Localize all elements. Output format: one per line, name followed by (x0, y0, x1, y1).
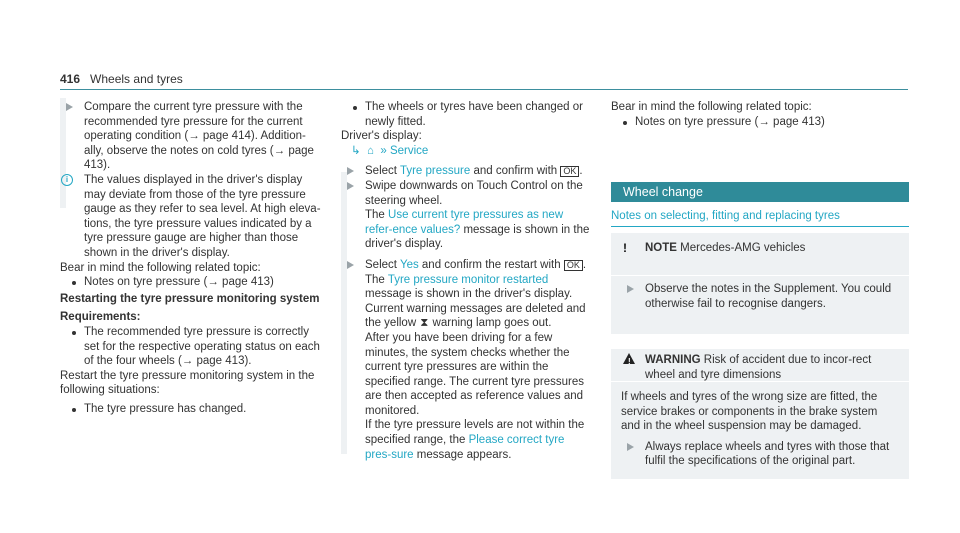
step-confirm-restart: Select Yes and confirm the restart with OK . The Tyre pressure monitor restarted message is shown in the driver's display. Current warning messages are deleted and the yellow ⧗ warning lamp goes out. After you have been driving for a few minutes, the system checks whether the current tyre pressures are within the specified range. The current tyre pressures are then accepted as reference values and monitored. If the tyre pressure levels are not within the specified range, the Please correct tyre pres-sure message appears. (341, 258, 591, 462)
message-correct-pressure: Please correct tyre pres-sure (365, 434, 565, 461)
step-text: and confirm the restart with (418, 258, 561, 271)
chevron-icon: » (380, 144, 387, 157)
note-body: Observe the notes in the Supplement. You could otherwise fail to recognise dangers. (645, 283, 892, 310)
subsection-title: Notes on selecting, fitting and replacing tyres (611, 209, 909, 227)
step-compare (60, 100, 322, 173)
step-text: The (365, 273, 388, 286)
step-text: The (365, 209, 389, 222)
related-topic-intro: Bear in mind the following related topic: (60, 261, 261, 274)
bullet-icon (72, 331, 76, 335)
note-header (621, 241, 899, 256)
warning-step (621, 440, 899, 469)
step-text: warning lamp goes out. (432, 317, 552, 330)
warning-header (621, 353, 899, 382)
requirements-heading: Requirements: (60, 311, 141, 324)
warning-icon (623, 353, 635, 364)
warning-text: Risk of accident due to incor-rect wheel and tyre dimensions (645, 354, 872, 381)
step-text: message appears. (413, 448, 512, 461)
situation-text: The wheels or tyres have been changed or newly fitted. (365, 101, 583, 128)
step-text: Current warning messages are deleted and the yellow (365, 302, 586, 330)
display-label: Driver's display: (341, 130, 422, 143)
step-arrow-icon (347, 261, 354, 269)
menu-path (341, 144, 591, 159)
message-reference-values: Use current tyre pressures as new refer-ence values? (365, 209, 564, 236)
note-box (611, 233, 909, 275)
warning-step-text: Always replace wheels and tyres with those that fulfil the specifications of the original part. (645, 440, 890, 468)
page-header (60, 72, 183, 87)
step-text: message is shown in the driver's display. (365, 223, 590, 251)
page-number: 416 (60, 72, 81, 86)
page-title: Wheels and tyres (90, 72, 183, 86)
related-topic-link[interactable]: Notes on tyre pressure (→ page 413) (635, 115, 825, 128)
column-1 (60, 100, 322, 416)
step-text: If the tyre pressure levels are not within the specified range, the (365, 419, 585, 447)
column-3 (611, 100, 909, 129)
bullet-icon (72, 281, 76, 285)
step-text: Select (365, 165, 400, 178)
ok-button-icon: OK (560, 166, 579, 177)
warning-body-box (611, 382, 909, 479)
step-text: Compare the current tyre pressure with the recommended tyre pressure for the current operating condition (→ page 414). Addition-ally, observe the notes on cold tyres (→ page 413). (84, 101, 314, 172)
situation-item (60, 402, 322, 417)
column-2 (341, 100, 591, 462)
menu-service: Service (389, 144, 429, 157)
note-label: NOTE (645, 242, 677, 254)
warning-box (611, 349, 909, 381)
header-divider (60, 89, 908, 90)
situation-item (341, 100, 591, 129)
menu-tyre-pressure: Tyre pressure (399, 165, 471, 178)
related-topic-intro: Bear in mind the following related topic: (611, 101, 812, 113)
step-select-tyre-pressure: Select Tyre pressure and confirm with OK . (341, 164, 591, 179)
step-text: and confirm with (470, 165, 558, 178)
note-step (621, 282, 899, 311)
bullet-icon (623, 121, 627, 125)
step-text: After you have been driving for a few minutes, the system checks whether the current tyre pressures are within the specified range. The current tyre pressures are then accepted as reference values and monitored. (365, 331, 585, 417)
option-yes: Yes (399, 258, 419, 271)
submenu-arrow-icon: ↳ (351, 144, 361, 157)
note-icon: ! (623, 241, 627, 255)
step-text: message is shown in the driver's display. (365, 288, 573, 301)
step-swipe (341, 179, 591, 252)
related-topic-item[interactable] (60, 275, 322, 290)
info-icon: i (61, 174, 73, 186)
step-arrow-icon (347, 167, 354, 175)
note-body-box (611, 276, 909, 334)
note-text: The values displayed in the driver's display may deviate from those of the tyre pressure gauge as they refer to sea level. At high eleva-tions, the tyre pressure values indicated by a tyre pressure gauge are higher than those shown in the driver's display. (84, 173, 321, 259)
step-text: Select (365, 258, 400, 271)
related-topic-item[interactable] (611, 115, 909, 130)
ok-button-icon: OK (564, 260, 583, 271)
step-arrow-icon (627, 443, 634, 451)
message-restarted: Tyre pressure monitor restarted (387, 273, 549, 286)
note-text: Mercedes-AMG vehicles (680, 242, 806, 254)
bullet-icon (353, 106, 357, 110)
step-arrow-icon (627, 285, 634, 293)
step-text: Swipe downwards on Touch Control on the steering wheel. (365, 179, 583, 207)
info-note (60, 173, 322, 261)
warning-paragraph: If wheels and tyres of the wrong size are fitted, the service brakes or components in the brake system and in the wheel suspension may be damaged. (621, 391, 878, 433)
situation-text: The tyre pressure has changed. (84, 402, 247, 415)
warning-label: WARNING (645, 354, 701, 366)
related-topic-link[interactable]: Notes on tyre pressure (→ page 413) (84, 276, 274, 289)
restart-intro: Restart the tyre pressure monitoring system in the following situations: (60, 369, 315, 397)
home-icon: ⌂ (367, 144, 374, 157)
section-title-bar: Wheel change (611, 182, 909, 202)
bullet-icon (72, 408, 76, 412)
step-arrow-icon (347, 182, 354, 190)
tyre-pressure-warning-icon: ⧗ (420, 317, 429, 330)
requirement-text: The recommended tyre pressure is correctly set for the respective operating status on each of the four wheels (→ page 413). (84, 325, 320, 368)
section-heading: Restarting the tyre pressure monitoring system (60, 292, 320, 305)
requirement-item (60, 325, 322, 369)
step-arrow-icon (66, 103, 73, 111)
